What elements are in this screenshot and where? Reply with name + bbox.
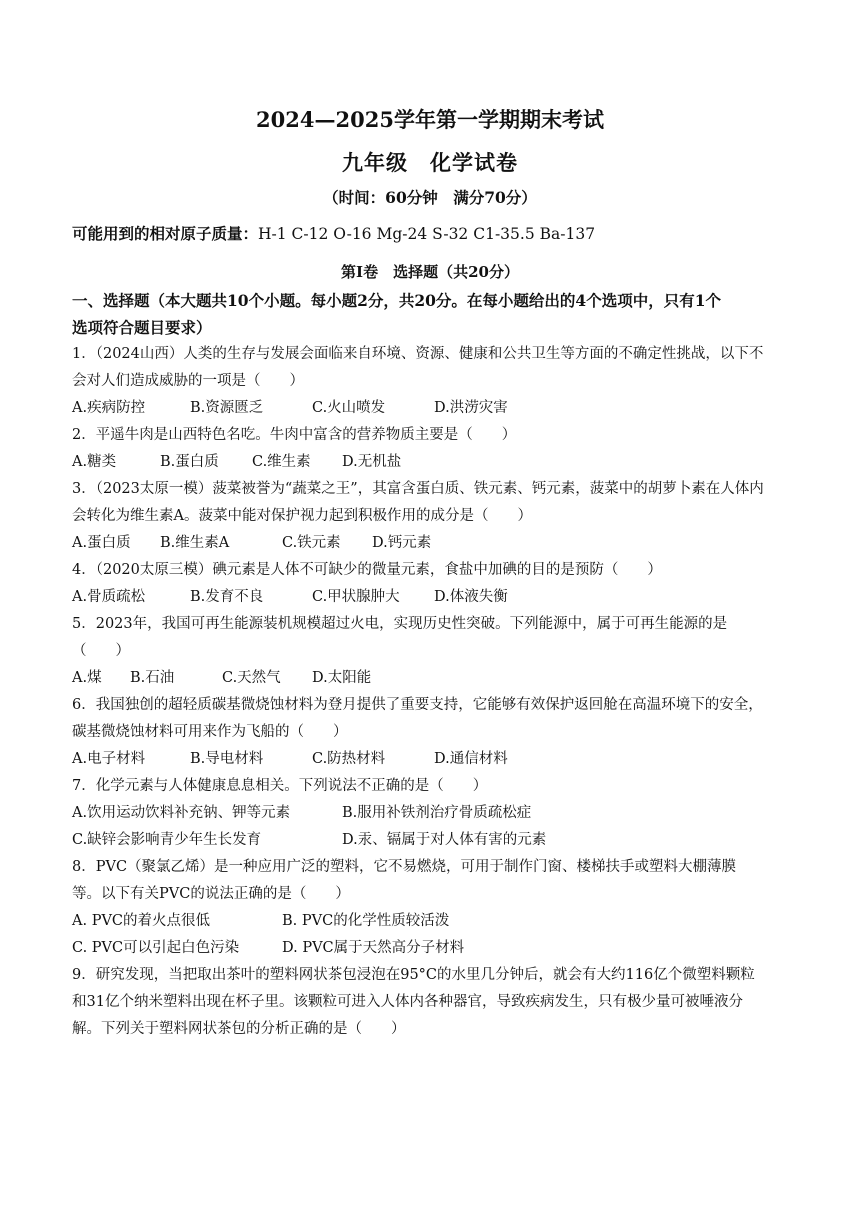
exam-time-info: （时间：60分钟 满分70分） bbox=[323, 188, 537, 207]
q3-option-a: A.蛋白质 bbox=[72, 535, 131, 551]
q9-line3: 解。下列关于塑料网状茶包的分析正确的是（ ） bbox=[72, 1021, 406, 1037]
q7-option-d: D.汞、镉属于对人体有害的元素 bbox=[342, 832, 547, 848]
q2-option-d: D.无机盐 bbox=[342, 454, 402, 470]
q3-line2: 会转化为维生素A。菠菜中能对保护视力起到积极作用的成分是（ ） bbox=[72, 508, 532, 524]
q1-option-a: A.疾病防控 bbox=[72, 400, 146, 416]
atomic-mass-values: H-1 C-12 O-16 Mg-24 S-32 C1-35.5 Ba-137 bbox=[258, 225, 596, 243]
q4-option-c: C.甲状腺肿大 bbox=[312, 589, 400, 605]
part1-heading: 第I卷 选择题（共20分） bbox=[341, 263, 519, 281]
part1-description bbox=[72, 287, 802, 341]
q8-line2: 等。以下有关PVC的说法正确的是（ ） bbox=[72, 886, 350, 902]
q3-option-d: D.钙元素 bbox=[372, 535, 432, 551]
q2-option-b: B.蛋白质 bbox=[160, 454, 219, 470]
atomic-mass-label: 可能用到的相对原子质量： bbox=[72, 224, 259, 243]
exam-subtitle: 九年级 化学试卷 bbox=[342, 150, 518, 175]
q5-line1: 5．2023年，我国可再生能源装机规模超过火电，实现历史性突破。下列能源中，属于可再生能源的是 bbox=[72, 616, 728, 632]
q6-option-d: D.通信材料 bbox=[434, 751, 508, 767]
exam-title: 2024—2025学年第一学期期末考试 bbox=[256, 107, 604, 132]
q5-option-b: B.石油 bbox=[130, 670, 175, 686]
q2-option-c: C.维生素 bbox=[252, 454, 311, 470]
q4-line1: 4．（2020太原三模）碘元素是人体不可缺少的微量元素，食盐中加碘的目的是预防（ ） bbox=[72, 562, 662, 578]
q9-line1: 9．研究发现，当把取出茶叶的塑料网状茶包浸泡在95°C的水里几分钟后，就会有大约116亿个微塑料颗粒 bbox=[72, 967, 755, 983]
q6-option-b: B.导电材料 bbox=[190, 751, 264, 767]
q7-option-b: B.服用补铁剂治疗骨质疏松症 bbox=[342, 805, 532, 821]
q7-option-c: C.缺锌会影响青少年生长发育 bbox=[72, 832, 262, 848]
q2-line1: 2．平遥牛肉是山西特色名吃。牛肉中富含的营养物质主要是（ ） bbox=[72, 427, 517, 443]
q5-option-a: A.煤 bbox=[72, 670, 102, 686]
q6-line2: 碳基微烧蚀材料可用来作为飞船的（ ） bbox=[72, 724, 348, 740]
q8-option-c: C. PVC可以引起白色污染 bbox=[72, 940, 240, 956]
q1-option-b: B.资源匮乏 bbox=[190, 400, 264, 416]
q8-option-a: A. PVC的着火点很低 bbox=[72, 913, 211, 929]
part1-description-line2: 选项符合题目要求） bbox=[72, 318, 212, 337]
q4-option-d: D.体液失衡 bbox=[434, 589, 508, 605]
q5-option-d: D.太阳能 bbox=[312, 670, 372, 686]
q1-option-d: D.洪涝灾害 bbox=[434, 400, 508, 416]
q1-line1: 1．（2024山西）人类的生存与发展会面临来自环境、资源、健康和公共卫生等方面的不确定性挑战，以下不 bbox=[72, 346, 764, 362]
q5-option-c: C.天然气 bbox=[222, 670, 281, 686]
q2-option-a: A.糖类 bbox=[72, 454, 117, 470]
q8-line1: 8．PVC（聚氯乙烯）是一种应用广泛的塑料，它不易燃烧，可用于制作门窗、楼梯扶手或塑料大棚薄膜 bbox=[72, 859, 737, 875]
q6-option-a: A.电子材料 bbox=[72, 751, 146, 767]
q1-option-c: C.火山喷发 bbox=[312, 400, 386, 416]
q7-line1: 7．化学元素与人体健康息息相关。下列说法不正确的是（ ） bbox=[72, 778, 488, 794]
q4-option-a: A.骨质疏松 bbox=[72, 589, 146, 605]
q6-option-c: C.防热材料 bbox=[312, 751, 386, 767]
q3-line1: 3．（2023太原一模）菠菜被誉为“蔬菜之王”，其富含蛋白质、铁元素、钙元素，菠菜中的胡萝卜素在人体内 bbox=[72, 481, 764, 497]
atomic-mass-line bbox=[72, 222, 595, 244]
q3-option-c: C.铁元素 bbox=[282, 535, 341, 551]
q8-option-b: B. PVC的化学性质较活泼 bbox=[282, 913, 450, 929]
q8-option-d: D. PVC属于天然高分子材料 bbox=[282, 940, 465, 956]
q4-option-b: B.发育不良 bbox=[190, 589, 264, 605]
q7-option-a: A.饮用运动饮料补充钠、钾等元素 bbox=[72, 805, 291, 821]
q5-line2: （ ） bbox=[72, 643, 130, 659]
q6-line1: 6．我国独创的超轻质碳基微烧蚀材料为登月提供了重要支持，它能够有效保护返回舱在高温环境下的安全， bbox=[72, 697, 763, 713]
q3-option-b: B.维生素A bbox=[160, 535, 230, 551]
q9-line2: 和31亿个纳米塑料出现在杯子里。该颗粒可进入人体内各种器官，导致疾病发生，只有极少量可被唾液分 bbox=[72, 994, 743, 1010]
part1-description-line1: 一、选择题（本大题共10个小题。每小题2分，共20分。在每小题给出的4个选项中，只有1个 bbox=[72, 291, 721, 310]
q1-line2: 会对人们造成威胁的一项是（ ） bbox=[72, 373, 304, 389]
